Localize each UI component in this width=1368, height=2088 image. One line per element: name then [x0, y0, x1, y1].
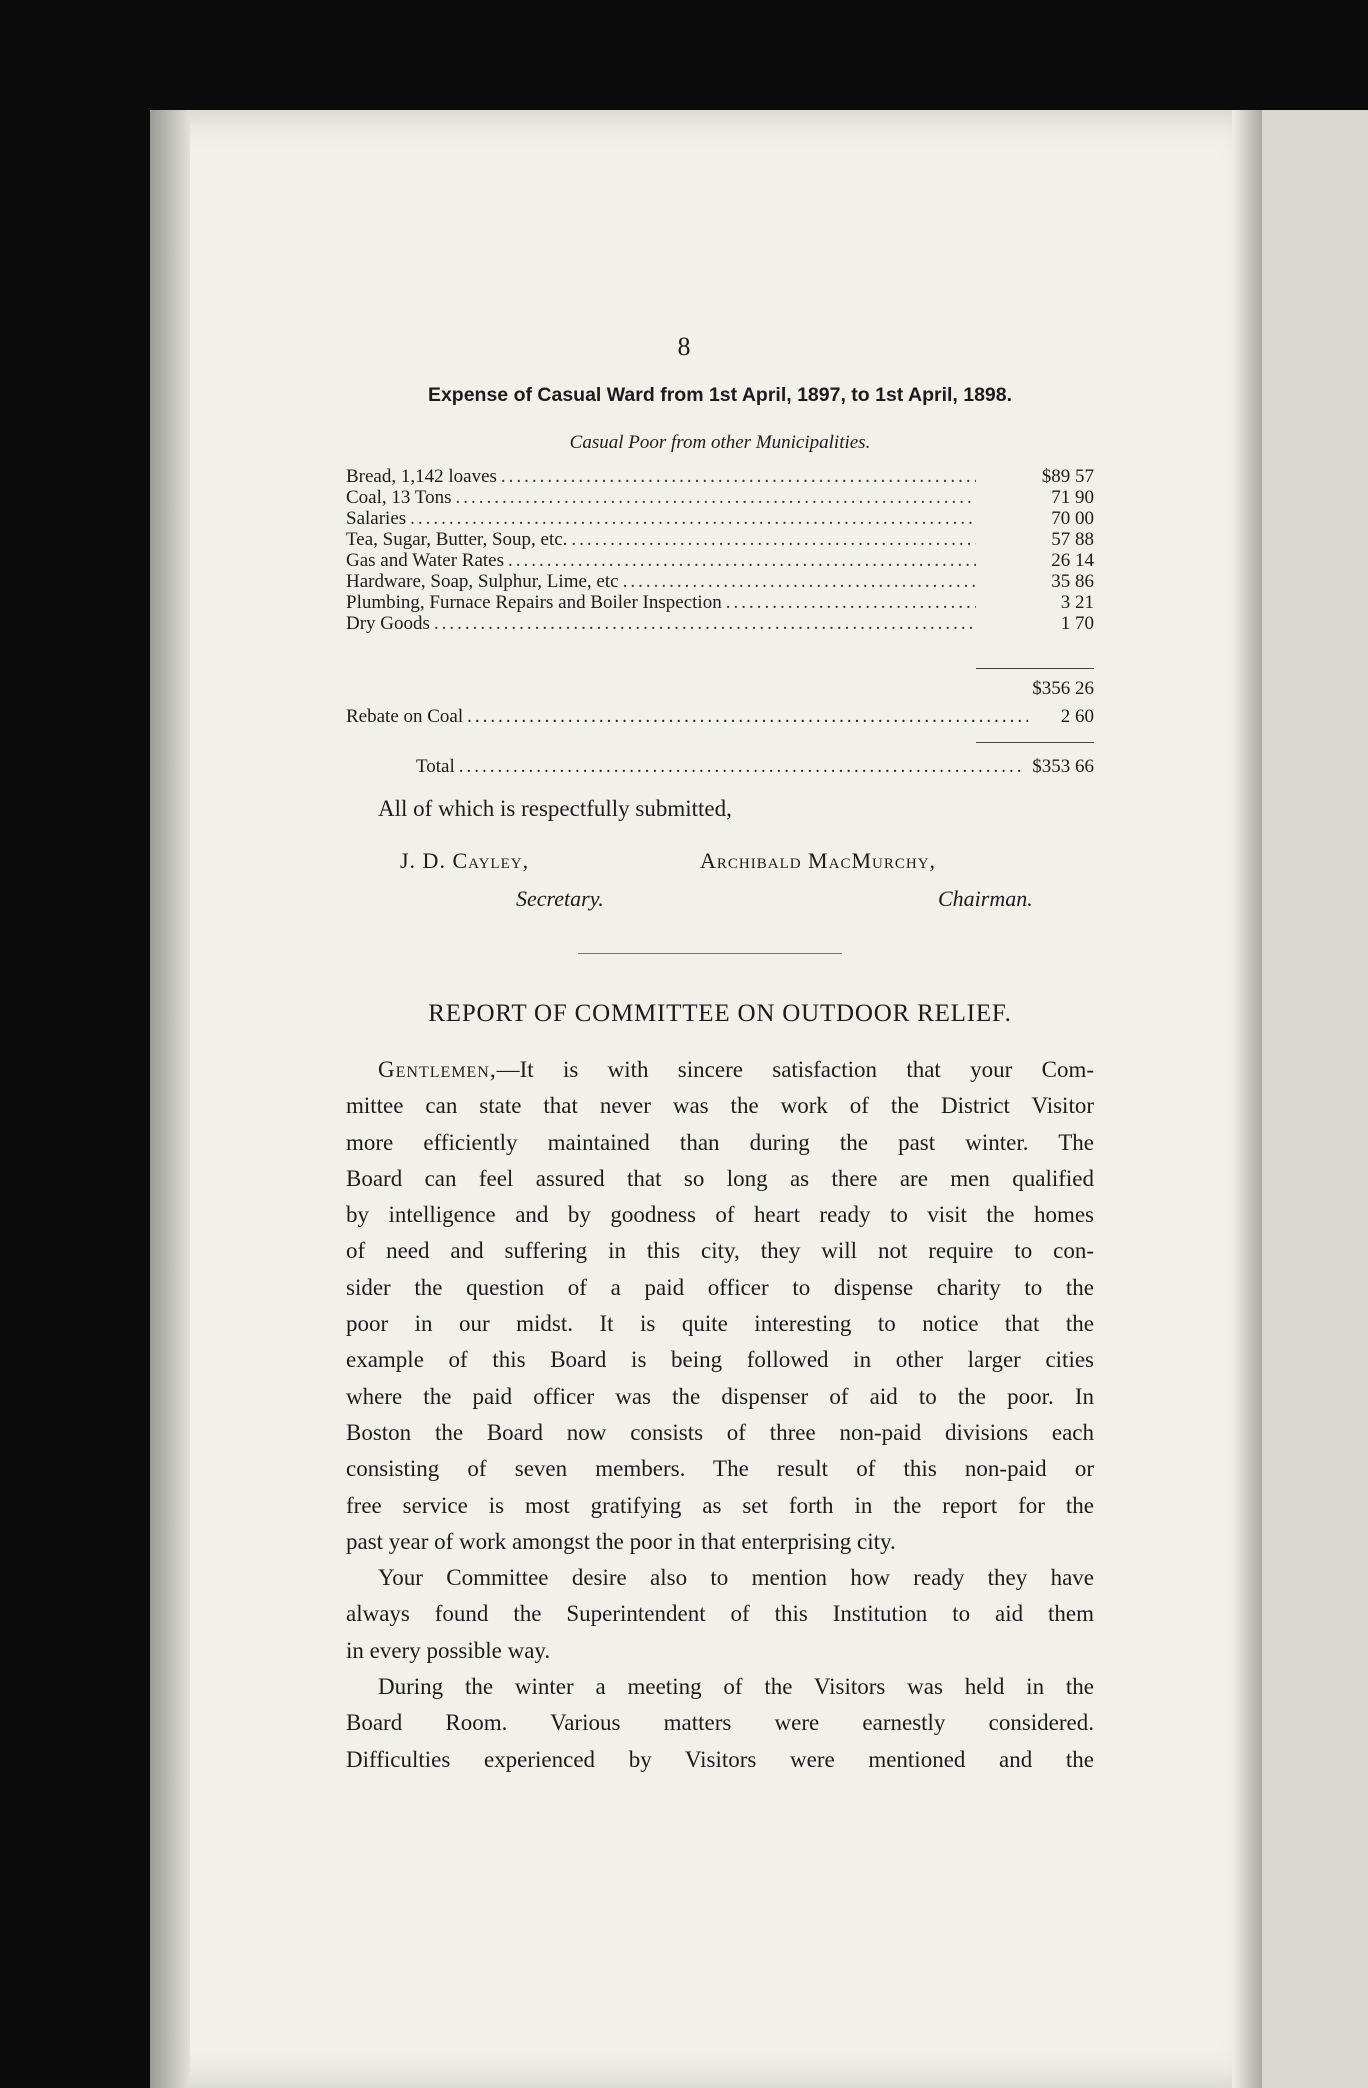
ledger-row — [346, 529, 1094, 550]
leader-dots — [726, 592, 976, 613]
text-line: always found the Superintendent of this Institution to aid them — [346, 1601, 1094, 1627]
page-edge-shadow — [1232, 110, 1262, 2088]
text-line: During the winter a meeting of the Visitors was held in the — [378, 1674, 1094, 1700]
subtotal-rule — [976, 668, 1094, 669]
expense-subtitle: Casual Poor from other Municipalities. — [569, 432, 871, 453]
adjacent-page-edge — [1262, 110, 1368, 2088]
submitted-line: All of which is respectfully submitted, — [378, 796, 732, 821]
text-line: example of this Board is being followed in other larger cities — [346, 1347, 1094, 1373]
section-divider — [578, 953, 842, 954]
text-line — [346, 1052, 1094, 1088]
leader-dots — [455, 487, 976, 508]
salutation: Gentlemen, — [378, 1057, 497, 1082]
text-line: Your Committee desire also to mention how ready they have — [378, 1565, 1094, 1591]
ledger-item-label: Dry Goods — [346, 613, 430, 634]
report-body — [346, 1052, 1094, 1778]
ledger-item-label: Plumbing, Furnace Repairs and Boiler Inspection — [346, 592, 722, 613]
ledger-item-label: Gas and Water Rates — [346, 550, 504, 571]
text-line: free service is most gratifying as set forth in the report for the — [346, 1492, 1094, 1518]
ledger-row — [346, 592, 1094, 613]
ledger-row — [346, 487, 1094, 508]
ledger-item-amount: 57 88 — [1051, 529, 1094, 550]
page-number: 8 — [677, 332, 691, 361]
leader-dots — [508, 550, 976, 571]
rebate-amount: 2 60 — [1060, 706, 1094, 727]
report-heading: REPORT OF COMMITTEE ON OUTDOOR RELIEF. — [428, 1000, 1012, 1027]
ledger-row — [346, 508, 1094, 529]
text-line: poor in our midst. It is quite interesting to notice that the — [346, 1311, 1094, 1337]
ledger-item-amount: 71 90 — [1051, 487, 1094, 508]
leader-dots — [410, 508, 976, 529]
text-line: consisting of seven members. The result of this non-paid or — [346, 1456, 1094, 1482]
ledger-item-label: Bread, 1,142 loaves — [346, 466, 497, 487]
page-binding-shadow — [150, 110, 190, 2088]
ledger-item-amount: 35 86 — [1051, 571, 1094, 592]
text-line: by intelligence and by goodness of heart ready to visit the homes — [346, 1202, 1094, 1228]
ledger-row — [346, 613, 1094, 634]
text-line: sider the question of a paid officer to dispense charity to the — [346, 1274, 1094, 1300]
leader-dots — [459, 756, 1024, 778]
text-line: Board Room. Various matters were earnestly considered. — [346, 1710, 1094, 1736]
ledger-row — [346, 466, 1094, 487]
rebate-label: Rebate on Coal — [346, 706, 464, 727]
text-line: Board can feel assured that so long as there are men qualified — [346, 1165, 1094, 1191]
chairman-title: Chairman. — [938, 886, 1033, 911]
total-label: Total — [416, 756, 455, 777]
ledger-item-label: Tea, Sugar, Butter, Soup, etc. — [346, 529, 568, 550]
ledger-item-amount: 26 14 — [1051, 550, 1094, 571]
text-line-content: —It is with sincere satisfaction that your Com- — [496, 1057, 1094, 1082]
text-line: past year of work amongst the poor in that enterprising city. — [346, 1528, 896, 1554]
expense-ledger — [346, 466, 1094, 634]
total-amount: $353 66 — [1032, 756, 1094, 777]
secretary-name: J. D. Cayley, — [400, 848, 530, 873]
text-line: in every possible way. — [346, 1637, 551, 1663]
total-row — [416, 756, 1094, 778]
text-line: mittee can state that never was the work of the District Visitor — [346, 1093, 1094, 1119]
ledger-item-amount: $89 57 — [1041, 466, 1094, 487]
ledger-item-amount: 3 21 — [1060, 592, 1094, 613]
leader-dots — [623, 571, 976, 592]
ledger-row — [346, 550, 1094, 571]
ledger-item-amount: 1 70 — [1060, 613, 1094, 634]
ledger-item-amount: 70 00 — [1051, 508, 1094, 529]
ledger-row — [346, 571, 1094, 592]
secretary-title: Secretary. — [516, 886, 604, 911]
expense-title: Expense of Casual Ward from 1st April, 1897, to 1st April, 1898. — [427, 384, 1013, 406]
total-rule — [976, 742, 1094, 743]
ledger-item-label: Hardware, Soap, Sulphur, Lime, etc — [346, 571, 619, 592]
leader-dots — [434, 613, 976, 634]
ledger-item-label: Coal, 13 Tons — [346, 487, 452, 508]
ledger-item-label: Salaries — [346, 508, 407, 529]
text-line: where the paid officer was the dispenser of aid to the poor. In — [346, 1383, 1094, 1409]
leader-dots — [501, 466, 976, 487]
text-line: Boston the Board now consists of three non-paid divisions each — [346, 1419, 1094, 1445]
leader-dots — [467, 706, 1027, 728]
chairman-name: Archibald MacMurchy, — [700, 848, 937, 873]
rebate-row — [346, 706, 1094, 728]
leader-dots — [571, 529, 976, 550]
text-line: Difficulties experienced by Visitors were mentioned and the — [346, 1746, 1094, 1772]
text-line: more efficiently maintained than during the past winter. The — [346, 1129, 1094, 1155]
text-line: of need and suffering in this city, they will not require to con- — [346, 1238, 1094, 1264]
subtotal-amount: $356 26 — [1032, 678, 1094, 699]
